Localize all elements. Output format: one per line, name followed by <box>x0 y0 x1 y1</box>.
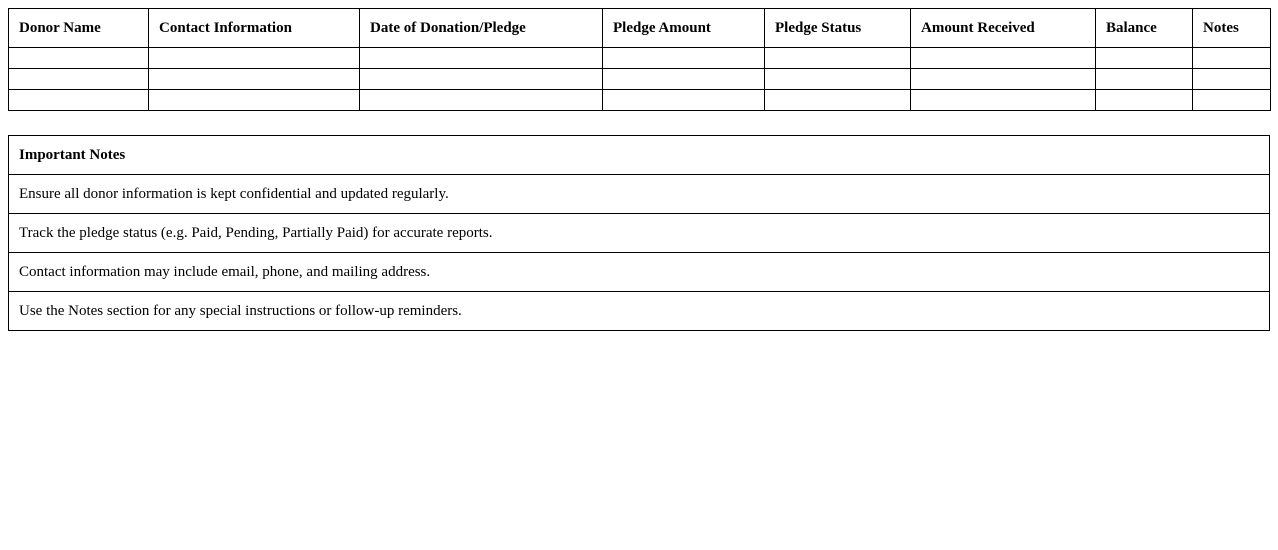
header-date-of-donation: Date of Donation/Pledge <box>360 9 603 48</box>
note-text: Contact information may include email, phone, and mailing address. <box>9 253 1270 292</box>
table-cell[interactable] <box>360 90 603 111</box>
table-cell[interactable] <box>9 69 149 90</box>
table-cell[interactable] <box>765 90 911 111</box>
list-item <box>9 175 1270 214</box>
notes-heading-row <box>9 136 1270 175</box>
table-cell[interactable] <box>149 48 360 69</box>
table-cell[interactable] <box>765 69 911 90</box>
table-cell[interactable] <box>1096 69 1193 90</box>
table-cell[interactable] <box>1096 48 1193 69</box>
header-pledge-status: Pledge Status <box>765 9 911 48</box>
important-notes-table <box>8 135 1270 331</box>
table-cell[interactable] <box>603 69 765 90</box>
table-cell[interactable] <box>1096 90 1193 111</box>
note-text: Track the pledge status (e.g. Paid, Pending, Partially Paid) for accurate reports. <box>9 214 1270 253</box>
table-cell[interactable] <box>911 69 1096 90</box>
note-text: Ensure all donor information is kept confidential and updated regularly. <box>9 175 1270 214</box>
table-cell[interactable] <box>149 69 360 90</box>
table-cell[interactable] <box>9 48 149 69</box>
list-item <box>9 292 1270 331</box>
header-pledge-amount: Pledge Amount <box>603 9 765 48</box>
table-cell[interactable] <box>1193 48 1271 69</box>
list-item <box>9 214 1270 253</box>
list-item <box>9 253 1270 292</box>
header-donor-name: Donor Name <box>9 9 149 48</box>
donor-table <box>8 8 1271 111</box>
table-cell[interactable] <box>765 48 911 69</box>
table-cell[interactable] <box>603 90 765 111</box>
table-row <box>9 48 1271 69</box>
important-notes-title: Important Notes <box>9 136 1270 175</box>
header-balance: Balance <box>1096 9 1193 48</box>
table-cell[interactable] <box>9 90 149 111</box>
table-cell[interactable] <box>360 48 603 69</box>
note-text: Use the Notes section for any special instructions or follow-up reminders. <box>9 292 1270 331</box>
header-amount-received: Amount Received <box>911 9 1096 48</box>
table-cell[interactable] <box>360 69 603 90</box>
table-cell[interactable] <box>911 90 1096 111</box>
header-notes: Notes <box>1193 9 1271 48</box>
table-cell[interactable] <box>603 48 765 69</box>
table-row <box>9 90 1271 111</box>
table-row <box>9 69 1271 90</box>
header-contact-information: Contact Information <box>149 9 360 48</box>
table-cell[interactable] <box>1193 90 1271 111</box>
table-cell[interactable] <box>911 48 1096 69</box>
table-cell[interactable] <box>1193 69 1271 90</box>
table-header-row <box>9 9 1271 48</box>
table-cell[interactable] <box>149 90 360 111</box>
